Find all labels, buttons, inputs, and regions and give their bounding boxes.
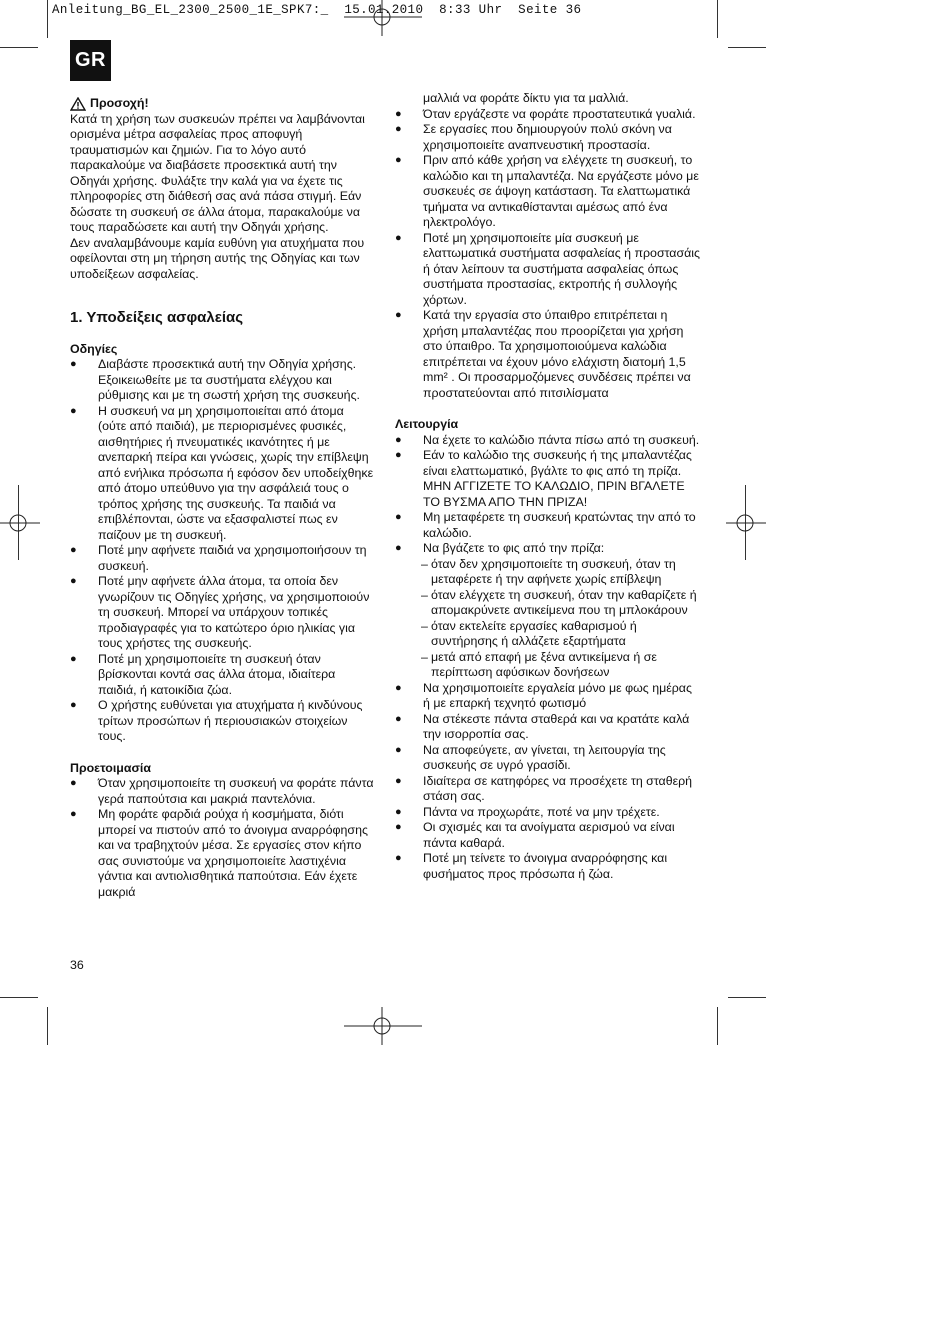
warning-paragraph: Δεν αναλαμβάνουμε καμία ευθύνη για ατυχήματα που οφείλονται στη μη τήρηση αυτής της Οδηγίας και των υποδείξεων ασφαλείας. bbox=[70, 235, 365, 281]
list-item: ● Ποτέ μην αφήνετε άλλα άτομα, τα οποία δεν γνωρίζουν τις Οδηγίες χρήσης, να χρησιμοποιούν τη συσκευή. Μπορεί να υπάρχουν τοπικές προδιαγραφές για το κατώτερο όριο ηλικίας για τους χρήστες της συσκευής. bbox=[70, 574, 375, 652]
list-item-continuation: μαλλιά να φοράτε δίκτυ για τα μαλλιά. bbox=[423, 91, 629, 105]
crop-mark-top-left-v bbox=[47, 0, 48, 38]
list-item: ● Σε εργασίες που δημιουργούν πολύ σκόνη να χρησιμοποιείτε αναπνευστική προστασία. bbox=[395, 122, 700, 153]
registration-mark-left bbox=[0, 504, 40, 542]
leitourgia-list-continued bbox=[395, 681, 700, 883]
list-item: ● Διαβάστε προσεκτικά αυτή την Οδηγία χρήσης. Εξοικειωθείτε με τα συστήματα ελέγχου και ρύθμισης και με τη σωστή χρήση της συσκευής. bbox=[70, 357, 375, 404]
dash-item: – όταν ελέγχετε τη συσκευή, όταν την καθαρίζετε ή απομακρύνετε αντικείμενα που τη μπλοκάρουν bbox=[421, 588, 700, 619]
right-column bbox=[395, 91, 700, 882]
subheading-proetoimasia: Προετοιμασία bbox=[70, 760, 151, 775]
list-item: ● Ποτέ μην αφήνετε παιδιά να χρησιμοποιήσουν τη συσκευή. bbox=[70, 543, 375, 574]
list-item: ● Πάντα να προχωράτε, ποτέ να μην τρέχετε. bbox=[395, 805, 700, 821]
list-item: ● Να έχετε το καλώδιο πάντα πίσω από τη συσκευή. bbox=[395, 433, 700, 449]
list-item: ● Πριν από κάθε χρήση να ελέγχετε τη συσκευή, το καλώδιο και τη μπαλαντέζα. Να εργάζεστε μόνο με συσκευές σε άψογη κατάσταση. Τα ελαττωματικά τμήματα να αντικαθίστανται αμέσως από ένα ηλεκτρολόγο. bbox=[395, 153, 700, 231]
list-item: ● Ο χρήστης ευθύνεται για ατυχήματα ή κινδύνους τρίτων προσώπων ή περιουσιακών στοιχείων τους. bbox=[70, 698, 375, 745]
registration-mark-right bbox=[726, 504, 766, 542]
warning-paragraph: Κατά τη χρήση των συσκευών πρέπει να λαμβάνονται ορισμένα μέτρα ασφαλείας προς αποφυγή τραυματισμών και ζημιών. Για το λόγο αυτό παρακαλούμε να διαβάσετε προσεκτικά αυτή την Οδηγάι χρήσης. Φυλάξτε την καλά για να έχετε τις πληροφορίες στη διάθεσή σας ανά πάσα στιγμή. Εάν δώσατε τη συσκευή σε άλλα άτομα, παρακαλούμε να τους παραδώσετε και αυτή την Οδηγάι χρήσης. bbox=[70, 111, 365, 234]
list-item: ● Οι σχισμές και τα ανοίγματα αερισμού να είναι πάντα καθαρά. bbox=[395, 820, 700, 851]
list-item: ● Ιδιαίτερα σε κατηφόρες να προσέχετε τη σταθερή στάση σας. bbox=[395, 774, 700, 805]
dash-item: – όταν εκτελείτε εργασίες καθαρισμού ή συντήρησης ή αλλάζετε εξαρτήματα bbox=[421, 619, 700, 650]
crop-mark-bottom-left-v bbox=[47, 1007, 48, 1045]
proetoimasia-list bbox=[70, 776, 375, 900]
list-item: ● Ποτέ μη χρησιμοποιείτε μία συσκευή με ελαττωματικά συστήματα ασφαλείας ή προστασάις ή όταν λείπουν τα συστήματα ασφαλείας όπως συστήματα προστασίας, εκτροπής ή συλλογής χόρτων. bbox=[395, 231, 700, 309]
odigies-list bbox=[70, 357, 375, 745]
list-item: ● Να χρησιμοποιείτε εργαλεία μόνο με φως ημέρας ή με επαρκή τεχνητό φωτισμό bbox=[395, 681, 700, 712]
list-item: ● Όταν χρησιμοποιείτε τη συσκευή να φοράτε πάντα γερά παπούτσια και μακριά παντελόνια. bbox=[70, 776, 375, 807]
section-title: 1. Υποδείξεις ασφαλείας bbox=[70, 309, 244, 326]
crop-mark-bottom-right-h bbox=[728, 997, 766, 998]
crop-mark-top-right-h bbox=[728, 47, 766, 48]
list-item: ● Μη φοράτε φαρδιά ρούχα ή κοσμήματα, διότι μπορεί να πιστούν από το άνοιγμα αναρρόφησης και να τραβηχτούν μέσα. Σε εργασίες στον κήπο σας συνιστούμε να χρησιμοποιείτε λαστιχένια γάντια και αντιολισθητικά παπούτσια. Εάν έχετε μακριά bbox=[70, 807, 375, 900]
list-item: ● Η συσκευή να μη χρησιμοποιείται από άτομα (ούτε από παιδιά), με περιορισμένες φυσικές, αισθητήριες ή πνευματικές ικανότητες ή με ανεπαρκή πείρα και γνώσεις, χωρίς την επίβλεψη από ενήλικα πρόσωπα ή εφόσον δεν υποδείχθηκε από άτομο υπεύθυνο για την ασφάλειά τους ο τρόπος χρήσης της συσκευής. Τα παιδιά να επιβλέπονται, ώστε να εξασφαλιστεί πως εν παίζουν με τη συσκευή. bbox=[70, 404, 375, 544]
list-item: ● Ποτέ μη τείνετε το άνοιγμα αναρρόφησης και φυσήματος προς πρόσωπα ή ζώα. bbox=[395, 851, 700, 882]
subheading-odigies: Οδηγίες bbox=[70, 341, 118, 356]
warning-title: Προσοχή! bbox=[90, 96, 149, 110]
list-item: ● Ποτέ μη χρησιμοποιείτε τη συσκευή όταν βρίσκονται κοντά σας άλλα άτομα, ιδιαίτερα παιδιά, ή κατοικίδια ζώα. bbox=[70, 652, 375, 699]
list-item: ● Όταν εργάζεστε να φοράτε προστατευτικά γυαλιά. bbox=[395, 107, 700, 123]
list-item: ● Να βγάζετε το φις από την πρίζα: bbox=[395, 541, 700, 557]
leitourgia-dash-list bbox=[393, 557, 700, 681]
language-badge: GR bbox=[70, 40, 111, 81]
list-item: ● Να αποφεύγετε, αν γίνεται, τη λειτουργία της συσκευής σε υγρό γρασίδι. bbox=[395, 743, 700, 774]
list-item: ● Μη μεταφέρετε τη συσκευή κρατώντας την από το καλώδιο. bbox=[395, 510, 700, 541]
registration-mark-bottom bbox=[344, 1007, 422, 1045]
list-item: ● Εάν το καλώδιο της συσκευής ή της μπαλαντέζας είναι ελαττωματικό, βγάλτε το φις από τη πρίζα. ΜΗΝ ΑΓΓΙΖΕΤΕ ΤΟ ΚΑΛΩΔΙΟ, ΠΡΙΝ ΒΓΑΛΕΤΕ ΤΟ ΒΥΣΜΑ ΑΠΟ ΤΗΝ ΠΡΙΖΑ! bbox=[395, 448, 700, 510]
crop-mark-top-left-h bbox=[0, 47, 38, 48]
list-item: ● Κατά την εργασία στο ύπαιθρο επιτρέπεται η χρήση μπαλαντέζας που προορίζεται για χρήση στο ύπαιθρο. Τα χρησιμοποιούμενα καλώδια επιτρέπεται να έχουν μόνο ελάχιστη διατομή 1,5 mm² . Οι προσαρμοζόμενες συνδέσεις πρέπει να προστατεύονται από πιτσιλίσματα bbox=[395, 308, 700, 401]
list-item: ● Να στέκεστε πάντα σταθερά και να κρατάτε καλά την ισορροπία σας. bbox=[395, 712, 700, 743]
dash-item: – μετά από επαφή με ξένα αντικείμενα ή σε περίπτωση αφύσικων δονήσεων bbox=[421, 650, 700, 681]
crop-mark-bottom-left-h bbox=[0, 997, 38, 998]
crop-mark-top-right-v bbox=[717, 0, 718, 38]
subheading-leitourgia: Λειτουργία bbox=[395, 417, 459, 431]
warning-triangle-icon bbox=[70, 97, 86, 111]
leitourgia-list bbox=[395, 433, 700, 557]
page-number: 36 bbox=[70, 958, 84, 972]
dash-item: – όταν δεν χρησιμοποιείτε τη συσκευή, όταν τη μεταφέρετε ή την αφήνετε χωρίς επίβλεψη bbox=[421, 557, 700, 588]
left-column bbox=[70, 96, 375, 900]
proetoimasia-list-continued bbox=[395, 107, 700, 402]
print-header-line: Anleitung_BG_EL_2300_2500_1E_SPK7:_ 15.01.2010 8:33 Uhr Seite 36 bbox=[52, 3, 582, 17]
registration-mark-top bbox=[344, 0, 422, 36]
warning-heading bbox=[70, 96, 375, 112]
crop-mark-bottom-right-v bbox=[717, 1007, 718, 1045]
